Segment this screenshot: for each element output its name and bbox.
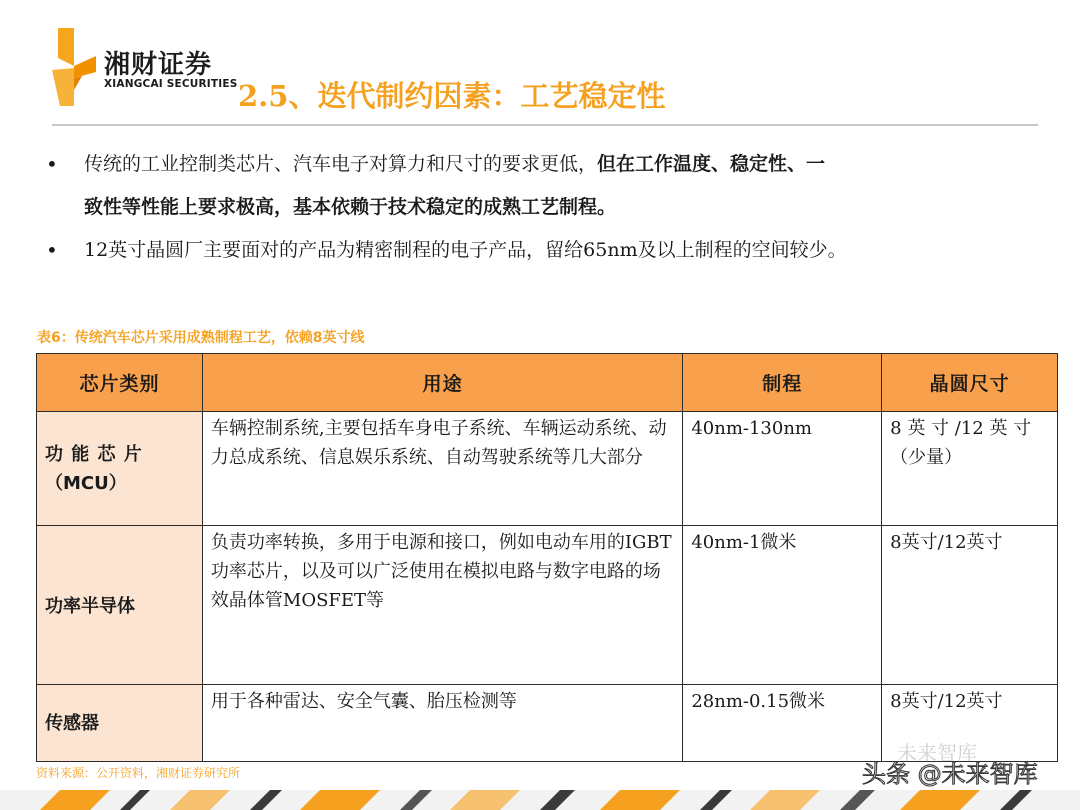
category-label: 功率半导体 [45,596,135,617]
usage-cell: 车辆控制系统,主要包括车身电子系统、车辆运动系统、动力总成系统、信息娱乐系统、自动驾驶系统等几大部分 [202,412,682,526]
wafer-note: （少量） [890,447,963,468]
bullet-text: 传统的工业控制类芯片、汽车电子对算力和尺寸的要求更低， [84,153,598,175]
chip-process-table [36,353,1058,762]
logo-name-cn: 湘财证券 [104,50,213,80]
category-label: 传感器 [45,713,99,734]
bullet-list [46,143,1046,272]
watermark [852,748,1067,788]
table-row [37,412,1058,526]
bullet-item [46,229,1046,272]
category-sublabel: （MCU） [45,473,127,494]
process-cell: 40nm-130nm [683,412,882,526]
category-cell [37,526,203,685]
bullet-item [46,143,1046,229]
table-header-row [37,354,1058,412]
category-cell [37,412,203,526]
logo-name-en: XIANGCAI SECURITIES [104,78,238,90]
process-cell: 40nm-1微米 [683,526,882,685]
header-category: 芯片类别 [37,354,203,412]
category-label: 功 能 芯 片 [45,444,143,465]
wafer-cell: 8英寸/12英寸 [882,685,1058,762]
title-divider [52,124,1038,126]
watermark-text: 头条 @未来智库 [862,760,1038,788]
usage-cell: 负责功率转换，多用于电源和接口，例如电动车用的IGBT功率芯片，以及可以广泛使用在模拟电路与数字电路的场效晶体管MOSFET等 [202,526,682,685]
source-note: 资料来源：公开资料，湘财证券研究所 [36,766,241,780]
wafer-size: 8 英 寸 /12 英 寸 [890,418,1032,439]
table-row [37,526,1058,685]
company-logo [52,28,238,108]
bullet-dot-icon: • [46,152,58,176]
bullet-text: 12英寸晶圆厂主要面对的产品为精密制程的电子产品，留给65nm及以上制程的空间较少。 [84,239,847,261]
header-usage: 用途 [202,354,682,412]
header-wafer-size: 晶圆尺寸 [882,354,1058,412]
wafer-cell [882,412,1058,526]
logo-mark-icon [52,28,96,106]
watermark-faint: 未来智库 [897,741,977,765]
wafer-cell: 8英寸/12英寸 [882,526,1058,685]
category-cell [37,685,203,762]
bullet-dot-icon: • [46,238,58,262]
bullet-emphasis: 致性等性能上要求极高，基本依赖于技术稳定的成熟工艺制程。 [84,196,617,218]
table-caption: 表6：传统汽车芯片采用成熟制程工艺，依赖8英寸线 [37,330,365,346]
footer-stripes-decoration [0,790,1080,810]
usage-cell: 用于各种雷达、安全气囊、胎压检测等 [202,685,682,762]
bullet-emphasis: 但在工作温度、稳定性、一 [597,153,826,175]
slide-title: 2.5、迭代制约因素：工艺稳定性 [238,79,666,113]
process-cell: 28nm-0.15微米 [683,685,882,762]
header-process: 制程 [683,354,882,412]
